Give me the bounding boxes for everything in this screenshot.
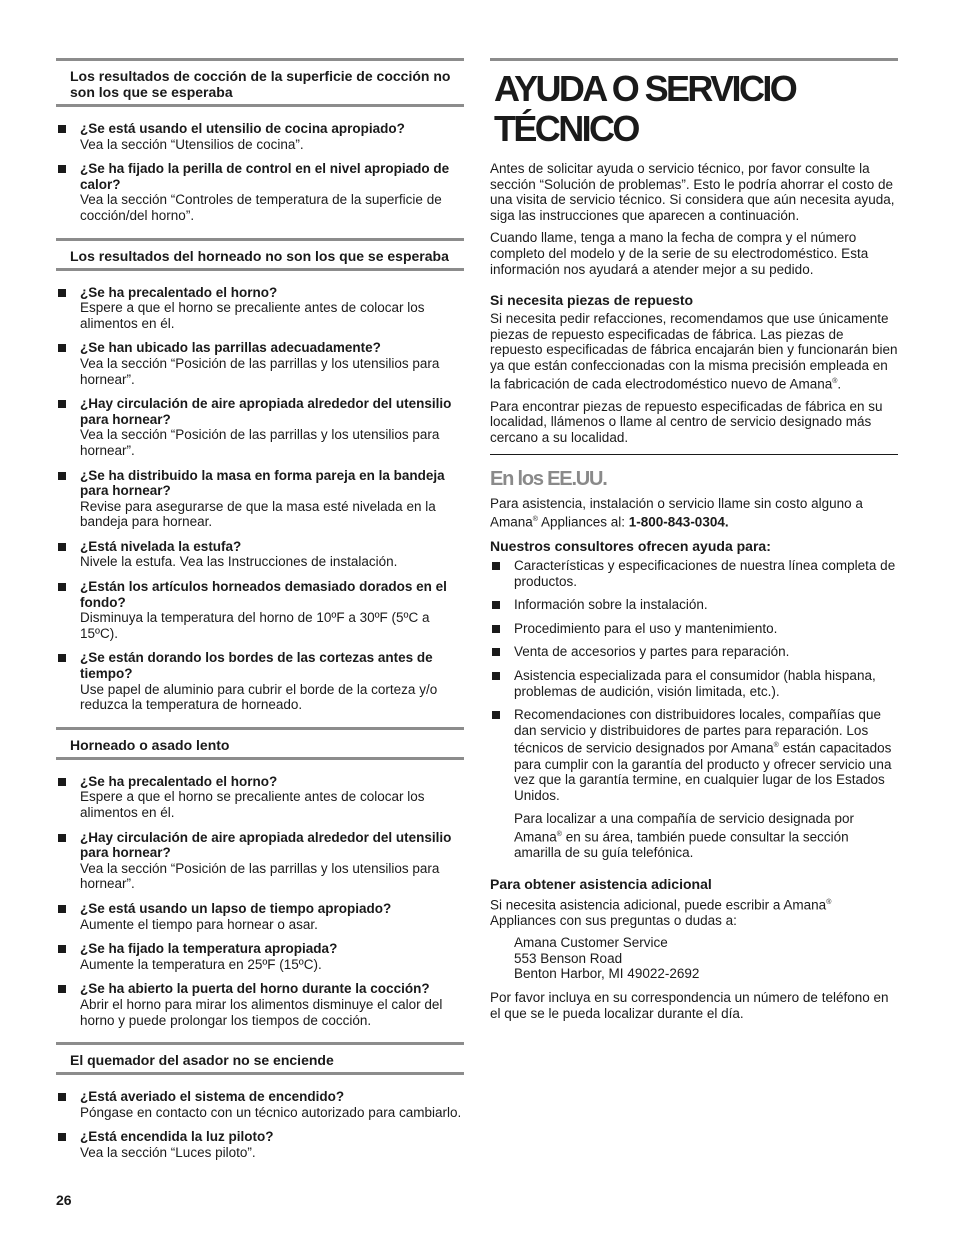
phone-number: 1-800-843-0304. xyxy=(628,514,729,530)
list-item xyxy=(56,1129,464,1160)
left-column xyxy=(56,58,464,1170)
answer-text: Póngase en contacto con un técnico autorizado para cambiarlo. xyxy=(80,1104,462,1120)
list-item xyxy=(56,650,464,712)
section-divider xyxy=(490,454,898,455)
list-item xyxy=(56,830,464,892)
answer-text: Espere a que el horno se precaliente antes de colocar los alimentos en él. xyxy=(80,789,425,820)
question-text: ¿Se está usando un lapso de tiempo apropiado? xyxy=(80,900,392,916)
mailing-address xyxy=(490,935,898,982)
parts-paragraph-2: Para encontrar piezas de repuesto especificadas de fábrica en su localidad, llámenos o llame al centro de servicio designado más cercano a su localidad. xyxy=(490,398,883,445)
title-rule xyxy=(490,58,898,61)
question-text: ¿Se ha fijado la perilla de control en el nivel apropiado de calor? xyxy=(80,161,450,192)
list-item xyxy=(56,396,464,458)
answer-text: Vea la sección “Posición de las parrillas y los utensilios para hornear”. xyxy=(80,427,440,458)
list-item xyxy=(56,941,464,972)
locate-paragraph: Para localizar a una compañía de servicio designada por Amana® en su área, también puede consultar la sección amarilla de su guía telefónica. xyxy=(514,811,854,860)
address-line: Amana Customer Service xyxy=(514,935,668,951)
question-list xyxy=(56,774,464,1028)
question-text: ¿Se han ubicado las parrillas adecuadamente? xyxy=(80,340,381,356)
question-list xyxy=(56,1089,464,1160)
consult-heading: Nuestros consultores ofrecen ayuda para: xyxy=(490,538,771,555)
page-number: 26 xyxy=(56,1192,72,1208)
recommend-list xyxy=(490,707,898,803)
answer-text: Vea la sección “Controles de temperatura de la superficie de cocción/del horno”. xyxy=(80,192,442,223)
section-heading: Los resultados del horneado no son los que se esperaba xyxy=(56,238,464,271)
question-list xyxy=(56,121,464,224)
intro-paragraph-1: Antes de solicitar ayuda o servicio técnico, por favor consulte la sección “Solución de problemas”. Esto le podría ahorrar el costo de una visita de servicio técnico. Si considera que aún necesita ayuda, siga las instrucciones que aparecen a continuación. xyxy=(490,161,895,223)
list-item xyxy=(56,539,464,570)
question-text: ¿Se ha distribuido la masa en forma pareja en la bandeja para hornear? xyxy=(80,467,445,499)
section-heading: Horneado o asado lento xyxy=(56,727,464,760)
answer-text: Vea la sección “Posición de las parrillas y los utensilios para hornear”. xyxy=(80,860,440,892)
parts-heading: Si necesita piezas de repuesto xyxy=(490,292,694,309)
us-paragraph: Para asistencia, instalación o servicio llame sin costo alguno a Amana® Appliances al: 1-800-843-0304. xyxy=(490,496,863,530)
list-item: Asistencia especializada para el consumidor (habla hispana, problemas de audición, visión limitada, etc.). xyxy=(490,668,898,699)
list-item xyxy=(56,340,464,387)
question-text: ¿Está averiado el sistema de encendido? xyxy=(80,1089,345,1105)
right-column xyxy=(490,58,898,1028)
answer-text: Aumente la temperatura en 25ºF (15ºC). xyxy=(80,956,322,972)
answer-text: Use papel de aluminio para cubrir el borde de la corteza y/o reduzca la temperatura de horneado. xyxy=(80,681,438,713)
answer-text: Vea la sección “Utensilios de cocina”. xyxy=(80,136,304,152)
section-heading: El quemador del asador no se enciende xyxy=(56,1042,464,1075)
list-item xyxy=(56,468,464,530)
address-line: 553 Benson Road xyxy=(514,950,623,966)
list-item xyxy=(56,285,464,332)
list-item xyxy=(56,579,464,641)
question-text: ¿Hay circulación de aire apropiada alrededor del utensilio para hornear? xyxy=(80,396,452,427)
answer-text: Aumente el tiempo para hornear o asar. xyxy=(80,916,318,932)
consult-list xyxy=(490,558,898,699)
address-line: Benton Harbor, MI 49022-2692 xyxy=(514,966,700,982)
list-item xyxy=(56,981,464,1028)
question-text: ¿Se está usando el utensilio de cocina apropiado? xyxy=(80,121,405,136)
question-text: ¿Se ha abierto la puerta del horno durante la cocción? xyxy=(80,981,430,997)
answer-text: Revise para asegurarse de que la masa esté nivelada en la bandeja para hornear. xyxy=(80,498,436,530)
page-title: AYUDA O SERVICIO TÉCNICO xyxy=(494,68,796,149)
question-text: ¿Está encendida la luz piloto? xyxy=(80,1129,274,1145)
closing-paragraph: Por favor incluya en su correspondencia un número de teléfono en el que se le pueda localizar durante el día. xyxy=(490,990,889,1021)
intro-paragraph-2: Cuando llame, tenga a mano la fecha de compra y el número completo del modelo y de la serie de su electrodoméstico. Esta información nos ayudará a atender mejor a su pedido. xyxy=(490,230,869,277)
list-item xyxy=(56,901,464,932)
answer-text: Disminuya la temperatura del horno de 10ºF a 30ºF (5ºC a 15ºC). xyxy=(80,610,430,641)
list-item xyxy=(56,121,464,152)
question-text: ¿Están los artículos horneados demasiado dorados en el fondo? xyxy=(80,579,447,610)
answer-text: Vea la sección “Luces piloto”. xyxy=(80,1144,256,1160)
question-text: ¿Se ha fijado la temperatura apropiada? xyxy=(80,941,338,957)
section-heading: Los resultados de cocción de la superficie de cocción no son los que se esperaba xyxy=(56,58,464,107)
parts-paragraph-1: Si necesita pedir refacciones, recomendamos que use únicamente piezas de repuesto especificadas de fábrica. Las piezas de repuesto especificadas de fábrica encajarán bien y funcionarán bien ya que están confeccionadas con la misma precisión empleada en la fabricación de cada electrodoméstico nuevo de Amana®. xyxy=(490,311,898,392)
list-item: Información sobre la instalación. xyxy=(490,597,898,613)
question-text: ¿Se están dorando los bordes de las cortezas antes de tiempo? xyxy=(80,650,433,682)
list-item xyxy=(56,774,464,821)
answer-text: Nivele la estufa. Vea las Instrucciones de instalación. xyxy=(80,554,398,570)
answer-text: Espere a que el horno se precaliente antes de colocar los alimentos en él. xyxy=(80,300,425,331)
question-list xyxy=(56,285,464,713)
list-item: Recomendaciones con distribuidores locales, compañías que dan servicio y distribuidores de partes para reparación. Los técnicos de servicio designados por Amana® están capacitados para cumplir con la garantía del producto y ofrecer servicio una vez que la garantía termine, en cualquier lugar de los Estados Unidos. xyxy=(490,707,898,803)
list-item: Características y especificaciones de nuestra línea completa de productos. xyxy=(490,558,898,589)
list-item xyxy=(56,161,464,223)
question-text: ¿Hay circulación de aire apropiada alrededor del utensilio para hornear? xyxy=(80,829,452,861)
question-text: ¿Se ha precalentado el horno? xyxy=(80,284,278,300)
answer-text: Vea la sección “Posición de las parrillas y los utensilios para hornear”. xyxy=(80,355,440,387)
list-item: Venta de accesorios y partes para reparación. xyxy=(490,644,898,660)
answer-text: Abrir el horno para mirar los alimentos disminuye el calor del horno y puede prolongar los tiempos de cocción. xyxy=(80,996,443,1028)
extra-paragraph: Si necesita asistencia adicional, puede escribir a Amana® Appliances con sus preguntas o dudas a: xyxy=(490,897,832,928)
us-heading: En los EE.UU. xyxy=(490,468,607,491)
list-item: Procedimiento para el uso y mantenimiento. xyxy=(490,621,898,637)
question-text: ¿Está nivelada la estufa? xyxy=(80,538,242,554)
extra-heading: Para obtener asistencia adicional xyxy=(490,875,712,892)
question-text: ¿Se ha precalentado el horno? xyxy=(80,773,278,789)
list-item xyxy=(56,1089,464,1120)
